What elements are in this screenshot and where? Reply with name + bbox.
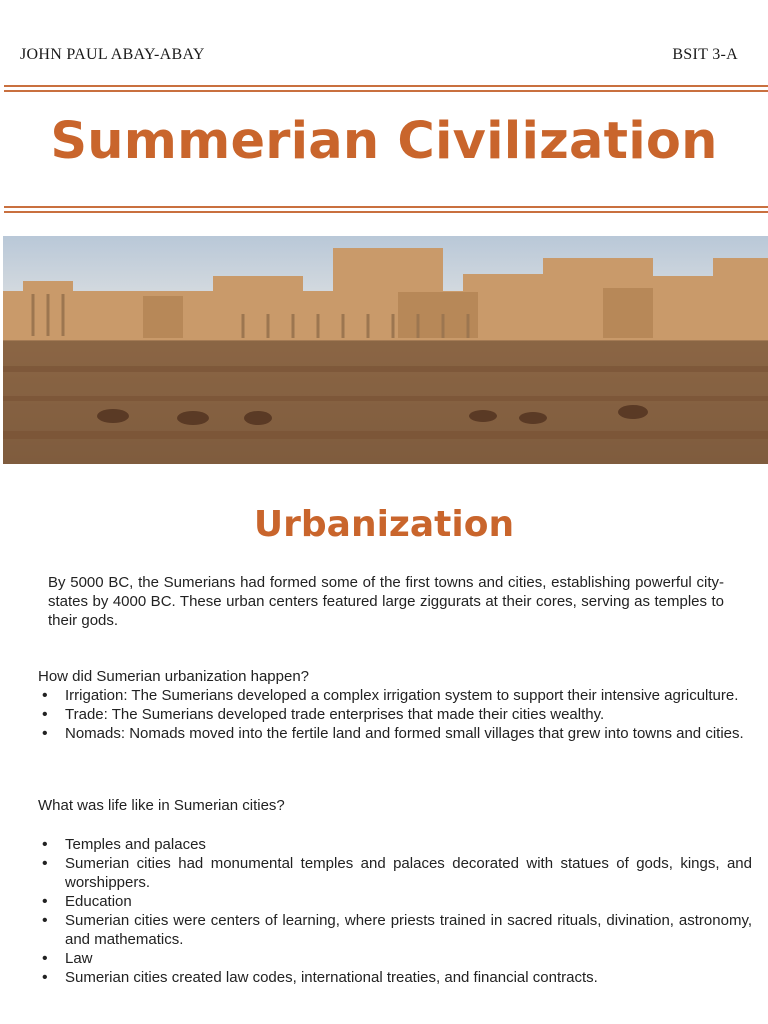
question-city-life: What was life like in Sumerian cities? xyxy=(38,797,285,814)
list-item: • Education xyxy=(38,892,752,911)
class-section: BSIT 3-A xyxy=(672,46,738,63)
city-life-list xyxy=(38,835,752,987)
list-item: • Irrigation: The Sumerians developed a complex irrigation system to support their intensive agriculture. xyxy=(38,686,752,705)
section-heading: Urbanization xyxy=(253,504,515,545)
list-item: • Nomads: Nomads moved into the fertile land and formed small villages that grew into towns and cities. xyxy=(38,724,752,743)
bottom-rule-1 xyxy=(4,206,768,208)
list-item: • Sumerian cities were centers of learning, where priests trained in sacred rituals, divination, astronomy, and mathematics. xyxy=(38,911,752,949)
hero-image xyxy=(3,236,768,464)
urbanization-list xyxy=(38,686,752,743)
question-urbanization: How did Sumerian urbanization happen? xyxy=(38,668,310,685)
list-item: • Law xyxy=(38,949,752,968)
document-header xyxy=(20,46,738,68)
author-name: JOHN PAUL ABAY-ABAY xyxy=(20,46,205,63)
list-item: • Sumerian cities had monumental temples and palaces decorated with statues of gods, kings, and worshippers. xyxy=(38,854,752,892)
page-title: Summerian Civilization xyxy=(50,112,718,171)
intro-paragraph: By 5000 BC, the Sumerians had formed some of the first towns and cities, establishing powerful city-states by 4000 BC. These urban centers featured large ziggurats at their cores, serving as temples to their gods. xyxy=(48,574,724,629)
list-item: • Sumerian cities created law codes, international treaties, and financial contracts. xyxy=(38,968,752,987)
top-rule-2 xyxy=(4,90,768,92)
list-item: • Trade: The Sumerians developed trade enterprises that made their cities wealthy. xyxy=(38,705,752,724)
list-item: • Temples and palaces xyxy=(38,835,752,854)
bottom-rule-2 xyxy=(4,211,768,213)
top-rule-1 xyxy=(4,85,768,87)
